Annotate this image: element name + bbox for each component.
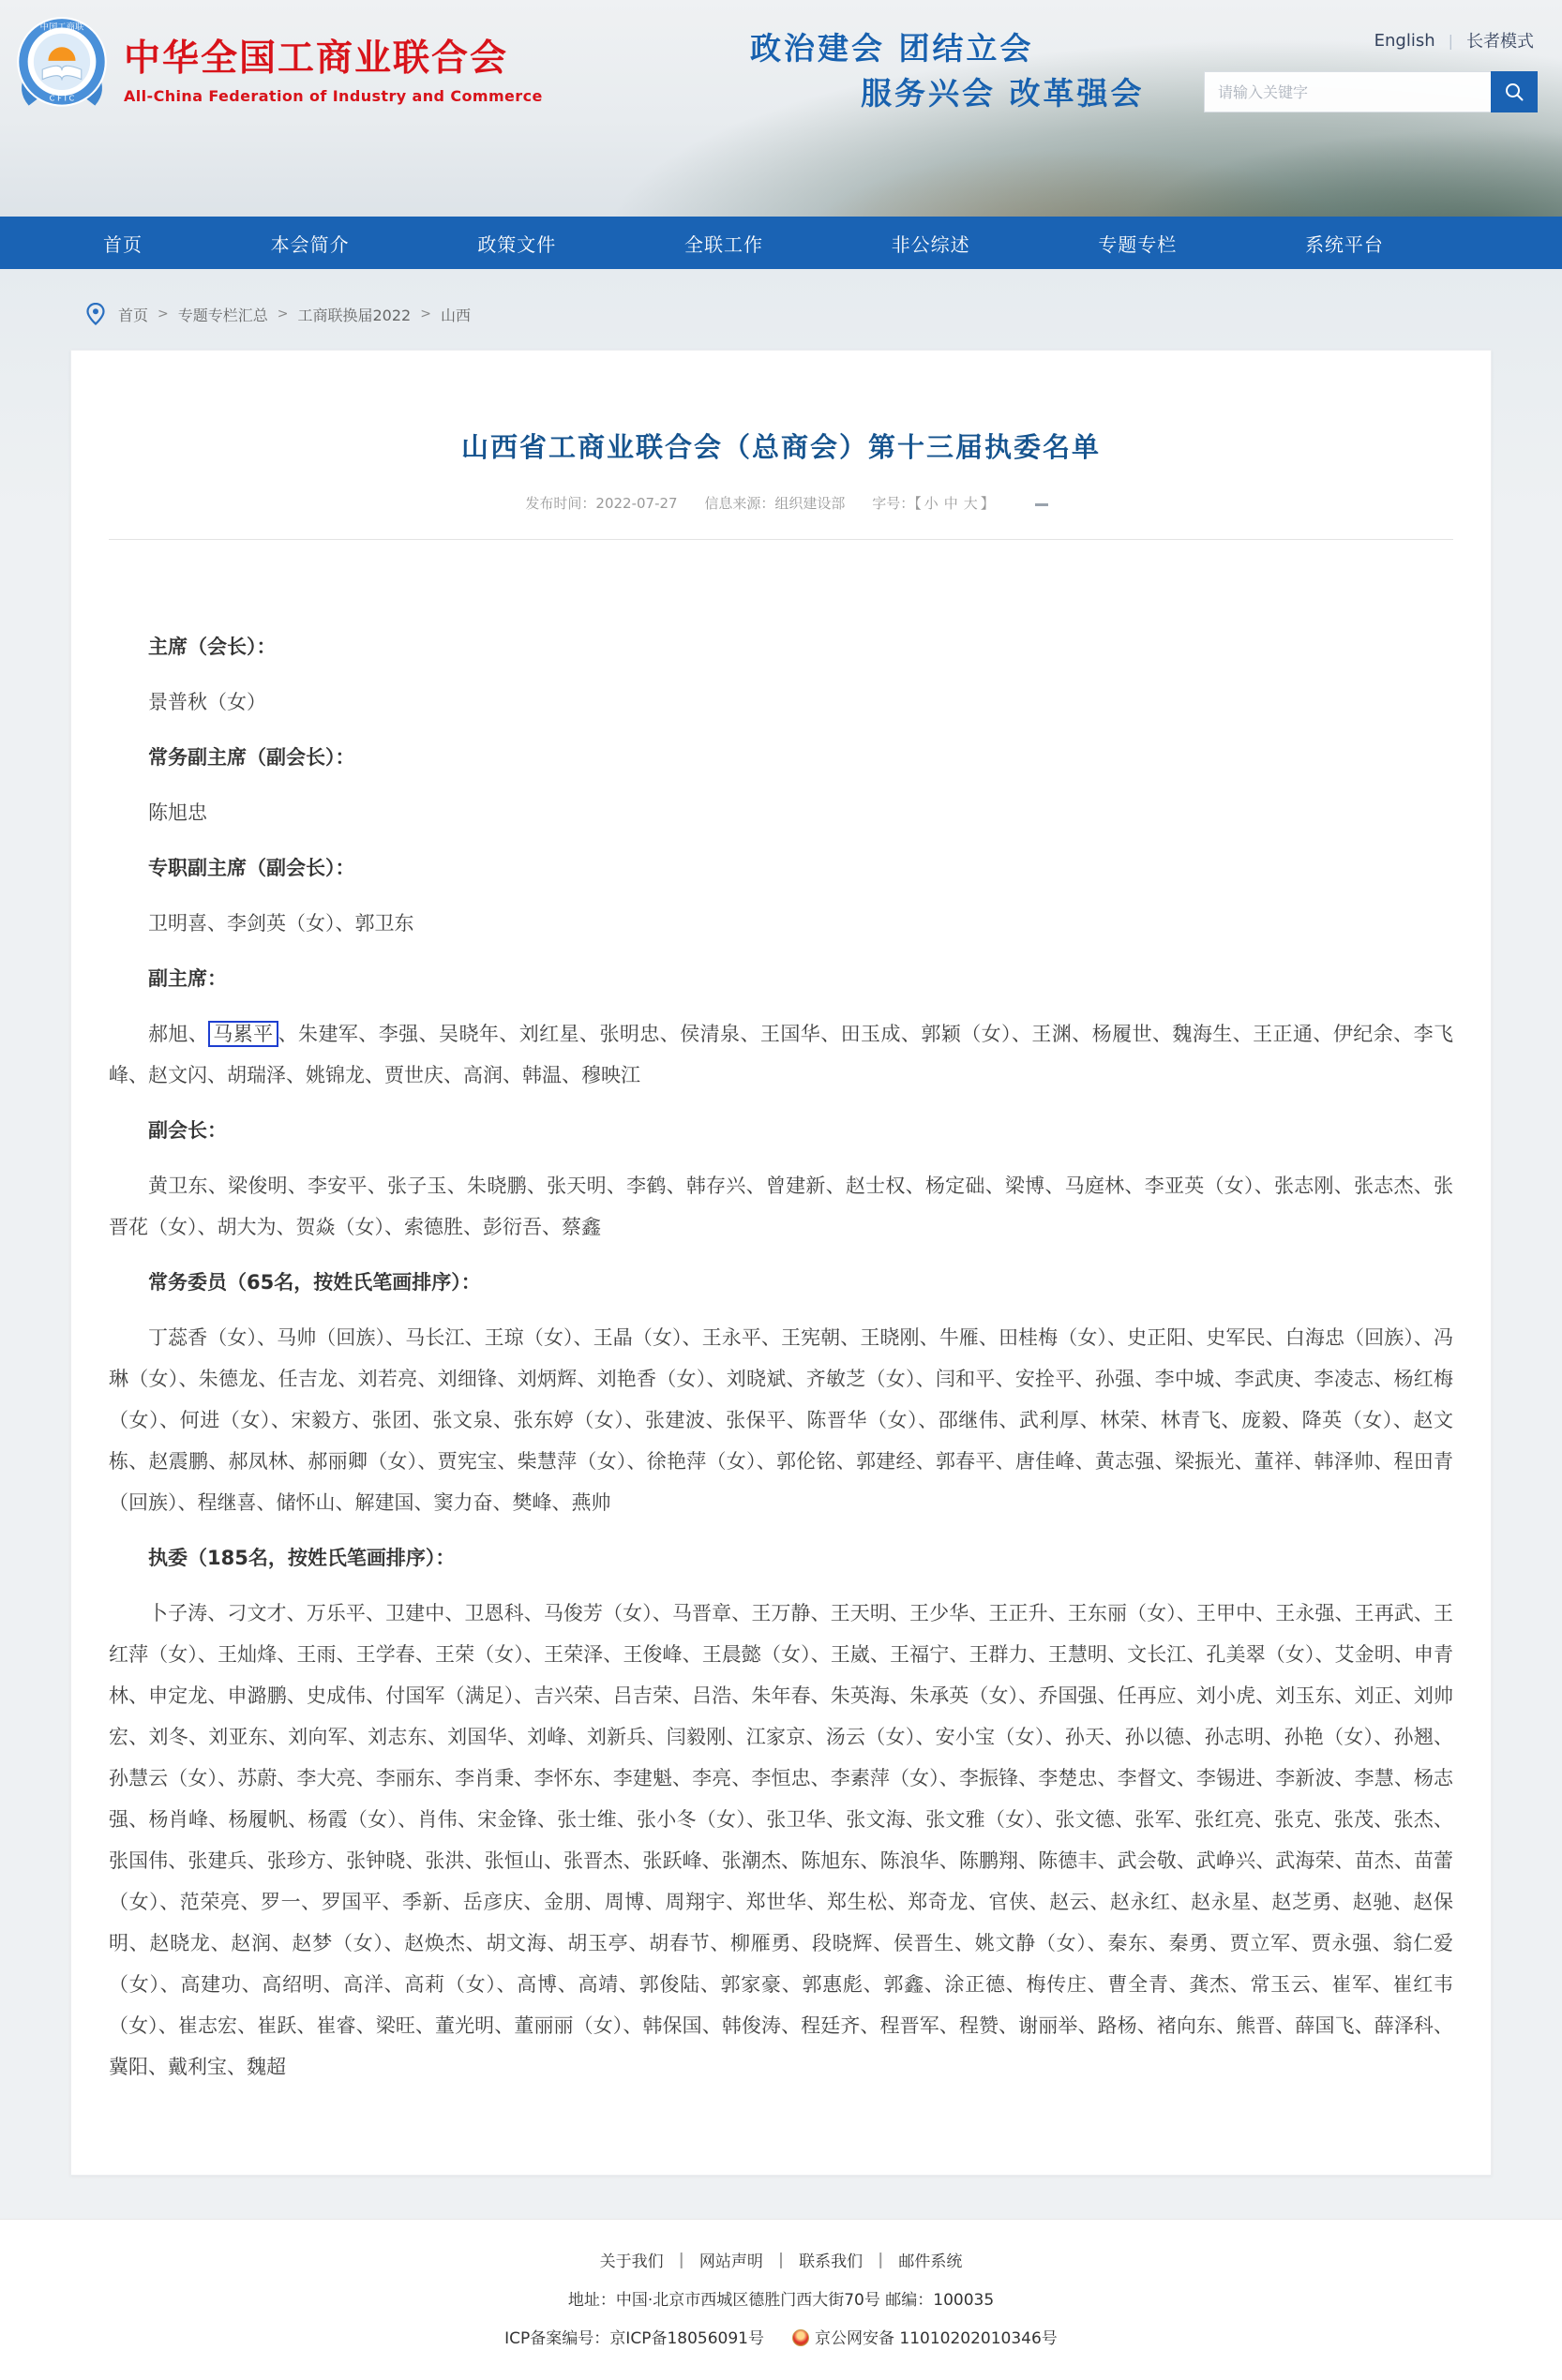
site-banner: [0, 0, 1562, 217]
main-nav: [0, 217, 1562, 269]
info-source: 信息来源：组织建设部: [704, 495, 846, 513]
nav-item-review[interactable]: 非公综述: [891, 232, 970, 256]
footer-link-statement[interactable]: 网站声明: [698, 2253, 763, 2272]
article-card: [70, 350, 1492, 2176]
footer-link-about[interactable]: 关于我们: [599, 2253, 664, 2272]
breadcrumb-separator: >: [420, 307, 431, 322]
utility-bar: [1374, 28, 1534, 52]
breadcrumb-election-2022[interactable]: 工商联换届2022: [297, 306, 412, 324]
federation-emblem-icon: [15, 15, 109, 114]
publish-time: 发布时间：2022-07-27: [525, 495, 678, 513]
footer-registration: [0, 2325, 1562, 2348]
vice-chairmen-after: 、朱建军、李强、吴晓年、刘红星、张明忠、侯清泉、王国华、田玉成、郭颖（女）、王渊、杨履世、魏海生、王正通、伊纪余、李飞峰、赵文闪、胡瑞泽、姚锦龙、贾世庆、高润、韩温、穆映江: [109, 1023, 1454, 1087]
nav-item-home[interactable]: 首页: [103, 232, 143, 256]
nav-item-policy[interactable]: 政策文件: [477, 232, 557, 256]
elder-mode-link[interactable]: 长者模式: [1466, 32, 1534, 52]
search-input[interactable]: [1204, 71, 1491, 112]
section-heading-vice-chairmen: 副主席：: [148, 967, 227, 991]
footer-separator: |: [878, 2250, 884, 2269]
article-meta: [109, 493, 1453, 513]
breadcrumb-separator: >: [158, 307, 169, 322]
article-divider: [109, 539, 1453, 540]
icp-number-link[interactable]: 京ICP备18056091号: [609, 2329, 764, 2349]
fulltime-vice-chairman-paragraph: 卫明喜、李剑英（女）、郭卫东: [148, 912, 414, 936]
slogan: [750, 26, 1145, 116]
search-box: [1204, 71, 1538, 112]
site-logo[interactable]: [15, 15, 543, 114]
footer-separator: |: [777, 2250, 785, 2269]
search-icon: [1504, 82, 1524, 102]
fontsize-large-button[interactable]: 大: [963, 495, 978, 513]
vice-chairmen-paragraph: [109, 1013, 1453, 1096]
breadcrumb-special-columns[interactable]: 专题专栏汇总: [177, 306, 268, 324]
site-subtitle: All-China Federation of Industry and Commerce: [124, 86, 543, 105]
fontsize-bracket-close: 】: [980, 495, 995, 513]
breadcrumb-home[interactable]: 首页: [118, 306, 149, 324]
footer-links: [0, 2248, 1562, 2271]
article-title: 山西省工商业联合会（总商会）第十三届执委名单: [460, 431, 1101, 464]
site-title: 中华全国工商业联合会: [124, 37, 509, 80]
utility-separator: |: [1448, 31, 1453, 50]
search-button[interactable]: [1491, 71, 1538, 112]
footer-address: 地址：中国·北京市西城区德胜门西大街70号 邮编：100035: [567, 2291, 995, 2311]
emblem-arc-text: 中国工商联: [39, 22, 84, 33]
section-heading-vice-presidents: 副会长：: [148, 1119, 227, 1143]
print-icon[interactable]: [1035, 503, 1048, 506]
english-link[interactable]: English: [1374, 30, 1435, 51]
section-heading-fulltime-vice-chairman: 专职副主席（副会长）：: [148, 857, 355, 880]
nav-item-platform[interactable]: 系统平台: [1304, 232, 1384, 256]
chairman-paragraph: 景普秋（女）: [148, 691, 266, 714]
page-content: [0, 269, 1562, 2219]
section-heading-chairman: 主席（会长）：: [148, 636, 277, 659]
slogan-line-1: 政治建会 团结立会: [750, 30, 1034, 67]
article-body: [109, 626, 1453, 2088]
highlighted-name[interactable]: 马累平: [208, 1021, 278, 1047]
breadcrumb-shanxi[interactable]: 山西: [440, 306, 471, 324]
vice-presidents-paragraph: 黄卫东、梁俊明、李安平、张子玉、朱晓鹏、张天明、李鹤、韩存兴、曾建新、赵士权、杨定础、梁博、马庭林、李亚英（女）、张志刚、张志杰、张晋花（女）、胡大为、贺焱（女）、索德胜、彭衍吾、蔡鑫: [109, 1175, 1453, 1239]
location-pin-icon: [86, 303, 105, 325]
footer-link-mail[interactable]: 邮件系统: [898, 2253, 963, 2272]
vice-chairmen-before: 郝旭、: [148, 1023, 209, 1046]
slogan-line-2: 服务兴会 改革强会: [861, 75, 1145, 112]
footer-link-contact[interactable]: 联系我们: [799, 2253, 864, 2272]
nav-item-special[interactable]: 专题专栏: [1098, 232, 1178, 256]
police-registration-link[interactable]: 京公网安备 11010202010346号: [814, 2329, 1058, 2349]
executive-vice-chairman-paragraph: 陈旭忠: [148, 801, 207, 825]
executive-committee-paragraph: 卜子涛、刁文才、万乐平、卫建中、卫恩科、马俊芳（女）、马晋章、王万静、王天明、王少华、王正升、王东丽（女）、王甲中、王永强、王再武、王红萍（女）、王灿烽、王雨、王学春、王荣（女）、王荣泽、王俊峰、王晨懿（女）、王崴、王福宁、王群力、王慧明、文长江、孔美翠（女）、艾金明、申青林、申定龙、申潞鹏、史成伟、付国军（满足）、吉兴荣、吕吉荣、吕浩、朱年春、朱英海、朱承英（女）、乔国强、任再应、刘小虎、刘玉东、刘正、刘帅宏、刘冬、刘亚东、刘向军、刘志东、刘国华、刘峰、刘新兵、闫毅刚、江家京、汤云（女）、安小宝（女）、孙天、孙以德、孙志明、孙艳（女）、孙翘、孙慧云（女）、苏蔚、李大亮、李丽东、李肖秉、李怀东、李建魁、李亮、李恒忠、李素萍（女）、李振锋、李楚忠、李督文、李锡进、李新波、李慧、杨志强、杨肖峰、杨履帆、杨霞（女）、肖伟、宋金锋、张士维、张小冬（女）、张卫华、张文海、张文雅（女）、张文德、张军、张红亮、张克、张茂、张杰、张国伟、张建兵、张珍方、张钟晓、张洪、张恒山、张晋杰、张跃峰、张潮杰、陈旭东、陈浪华、陈鹏翔、陈德丰、武会敬、武峥兴、武海荣、苗杰、苗蕾（女）、范荣亮、罗一、罗国平、季新、岳彦庆、金朋、周博、周翔宇、郑世华、郑生松、郑奇龙、官侠、赵云、赵永红、赵永星、赵芝勇、赵驰、赵保明、赵晓龙、赵润、赵梦（女）、赵焕杰、胡文海、胡玉亭、胡春节、柳雁勇、段晓辉、侯晋生、姚文静（女）、秦东、秦勇、贾立军、贾永强、翁仁爱（女）、高建功、高绍明、高洋、高莉（女）、高博、高靖、郭俊陆、郭家豪、郭惠彪、郭鑫、涂正德、梅传庄、曹全青、龚杰、常玉云、崔军、崔红韦（女）、崔志宏、崔跃、崔睿、梁旺、董光明、董丽丽（女）、韩保国、韩俊涛、程廷齐、程晋军、程赞、谢丽举、路杨、褚向东、熊晋、薛国飞、薛泽科、冀阳、戴利宝、魏超: [109, 1602, 1453, 2079]
fontsize-small-button[interactable]: 小: [924, 495, 939, 513]
section-heading-executive-vice-chairman: 常务副主席（副会长）：: [148, 746, 355, 770]
footer-separator: |: [678, 2250, 684, 2269]
section-heading-standing-committee: 常务委员（65名，按姓氏笔画排序）：: [148, 1271, 481, 1295]
fontsize-bracket-open: 【: [914, 495, 922, 513]
fontsize-control: [872, 495, 995, 512]
fontsize-label: 字号：: [872, 495, 915, 513]
section-heading-executive-committee: 执委（185名，按姓氏笔画排序）：: [148, 1547, 456, 1570]
nav-item-about[interactable]: 本会简介: [270, 232, 350, 256]
nav-item-work[interactable]: 全联工作: [683, 232, 763, 256]
site-footer: [0, 2219, 1562, 2380]
icp-label: ICP备案编号：: [504, 2329, 610, 2349]
emblem-letters: C F I C: [49, 93, 75, 103]
police-badge-icon: [792, 2329, 809, 2346]
fontsize-medium-button[interactable]: 中: [943, 495, 958, 513]
standing-committee-paragraph: 丁蕊香（女）、马帅（回族）、马长江、王琼（女）、王晶（女）、王永平、王宪朝、王晓刚、牛雁、田桂梅（女）、史正阳、史军民、白海忠（回族）、冯琳（女）、朱德龙、任吉龙、刘若亮、刘细锋、刘炳辉、刘艳香（女）、刘晓斌、齐敏芝（女）、闫和平、安拴平、孙强、李中城、李武庚、李凌志、杨红梅（女）、何进（女）、宋毅方、张团、张文泉、张东婷（女）、张建波、张保平、陈晋华（女）、邵继伟、武利厚、林荣、林青飞、庞毅、降英（女）、赵文栋、赵震鹏、郝凤林、郝丽卿（女）、贾宪宝、柴慧萍（女）、徐艳萍（女）、郭伦铭、郭建经、郭春平、唐佳峰、黄志强、梁振光、董祥、韩泽帅、程田青（回族）、程继喜、储怀山、解建国、窦力奋、樊峰、燕帅: [109, 1326, 1453, 1515]
breadcrumb-separator: >: [277, 307, 289, 322]
breadcrumb: [0, 269, 1562, 350]
